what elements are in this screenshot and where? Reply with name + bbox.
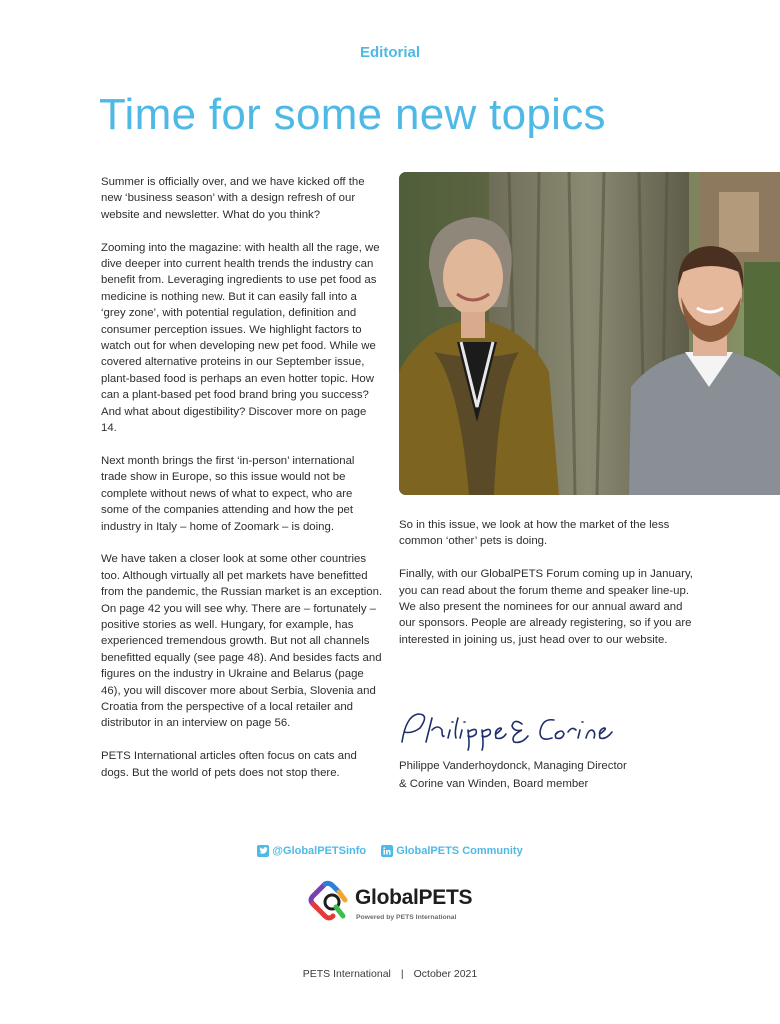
- linkedin-icon: [381, 845, 393, 857]
- footer-publication: PETS International: [302, 968, 391, 980]
- left-text-column: [101, 174, 383, 797]
- globalpets-logo-icon: [305, 880, 351, 926]
- globalpets-logo[interactable]: [305, 878, 485, 928]
- signers: [399, 758, 699, 793]
- paragraph: Zooming into the magazine: with health all the rage, we dive deeper into current health trends the industry can benefit from. Leveraging ingredients to use pet food as medicine is nothing new. But it can easily fall into a ‘grey zone’, with potential regulation, definition and consumer perception issues. We highlight factors to watch out for when developing new pet food. While we covered alternative proteins in our September issue, plant-based food is perhaps an even hotter topic. How can a plant-based pet food brand bring you success? And what about digestibility? Discover more on page 14.: [101, 241, 380, 435]
- paragraph: Next month brings the first ‘in-person’ international trade show in Europe, so this issue would not be complete without news of what to expect, who are some of the companies attending and how the pet industry in Italy – home of Zoomark – is doing.: [101, 454, 355, 533]
- signer-line: & Corine van Winden, Board member: [399, 777, 589, 790]
- footer-issue: October 2021: [413, 968, 478, 980]
- photo-illustration: [399, 172, 780, 495]
- signature-drawing: [396, 706, 616, 752]
- twitter-handle: @GlobalPETSinfo: [272, 845, 367, 857]
- page-title: Time for some new topics: [99, 90, 606, 139]
- twitter-link[interactable]: [257, 845, 366, 857]
- footer-separator: |: [400, 968, 404, 980]
- social-links: [0, 845, 780, 858]
- signature: [396, 706, 616, 752]
- paragraph: We have taken a closer look at some other countries too. Although virtually all pet markets have benefitted from the pandemic, the Russian market is an exception. On page 42 you will see why. There are – fortunately – positive stories as well. Hungary, for example, has experienced tremendous growth. But not all channels benefitted equally (see page 48). And besides facts and figures on the industry in Ukraine and Belarus (page 46), you will discover more about Serbia, Slovenia and Croatia from the perspective of a local retailer and distributor in an interview on page 56.: [101, 553, 383, 730]
- signer-line: Philippe Vanderhoydonck, Managing Director: [399, 760, 627, 772]
- right-text-column: [399, 517, 699, 665]
- twitter-icon: [257, 845, 269, 857]
- section-label: Editorial: [359, 44, 420, 61]
- paragraph: Finally, with our GlobalPETS Forum coming up in January, you can read about the forum theme and speaker line-up. We also present the nominees for our annual award and our sponsors. People are already registering, so if you are interested in joining us, just head over to our website.: [399, 568, 693, 646]
- editors-photo: [399, 172, 780, 495]
- linkedin-name: GlobalPETS Community: [396, 845, 523, 857]
- paragraph: Summer is officially over, and we have kicked off the new ‘business season’ with a design refresh of our website and newsletter. What do you think?: [101, 176, 365, 221]
- paragraph: PETS International articles often focus on cats and dogs. But the world of pets does not stop there.: [101, 750, 357, 779]
- logo-name: GlobalPETS: [355, 886, 473, 909]
- paragraph: So in this issue, we look at how the market of the less common ‘other’ pets is doing.: [399, 519, 670, 548]
- linkedin-link[interactable]: [381, 845, 523, 857]
- page-footer: [0, 968, 780, 980]
- logo-tagline: Powered by PETS International: [356, 914, 457, 921]
